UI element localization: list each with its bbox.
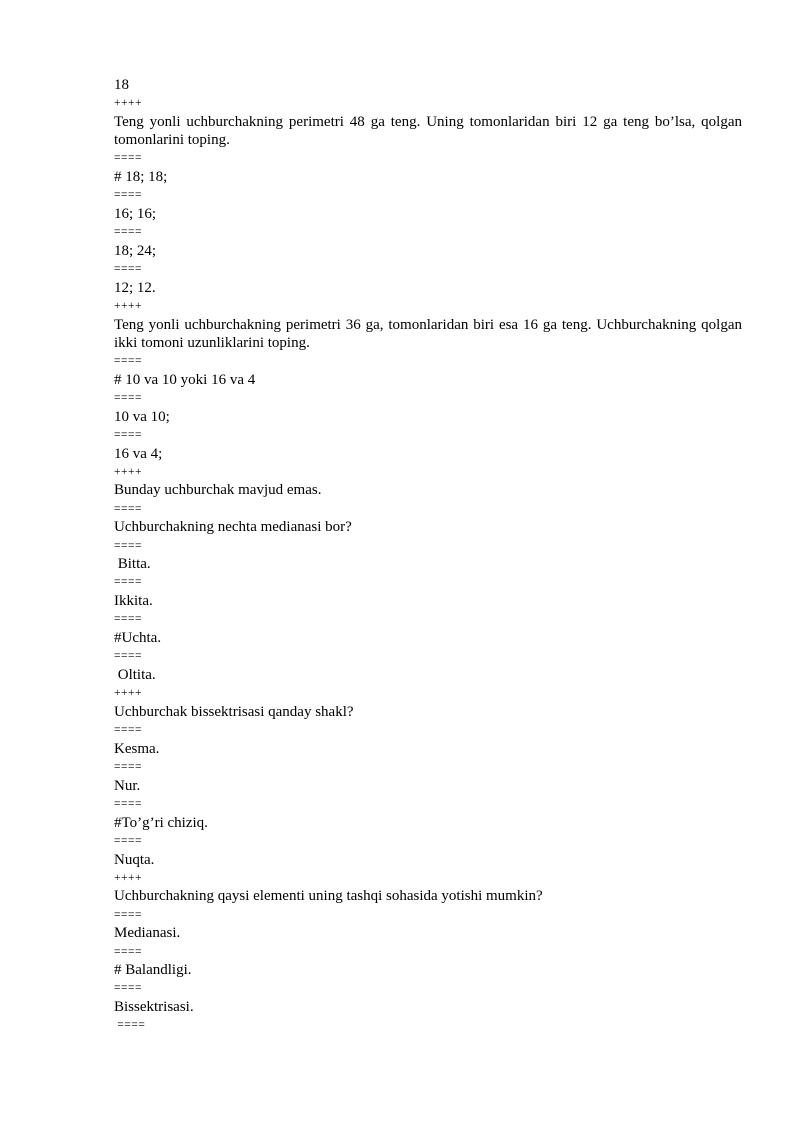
option-separator: ==== [114,761,142,774]
option-separator: ==== [114,908,142,921]
option-separator: ==== [114,945,142,958]
option-separator: ==== [114,502,142,515]
document-line: 12; 12. [114,279,156,296]
option-separator: ==== [114,1019,146,1032]
document-line: # Balandligi. [114,962,192,979]
option-separator: ==== [114,576,142,589]
document-line: Bissektrisasi. [114,999,194,1016]
option-separator: ==== [114,263,142,276]
document-line: Oltita. [114,667,156,683]
option-separator: ==== [114,391,142,404]
document-line: #To’g’ri chiziq. [114,814,208,831]
option-separator: ==== [114,834,142,847]
document-line: Medianasi. [114,925,181,942]
question-separator: ++++ [114,687,142,700]
document-line: 18 [114,77,129,93]
question-separator: ++++ [114,97,142,110]
option-separator: ==== [114,650,142,663]
option-separator: ==== [114,355,142,368]
document-line: 16 va 4; [114,445,163,462]
question-separator: ++++ [114,871,142,884]
document-line: # 10 va 10 yoki 16 va 4 [114,371,256,388]
document-line: Nuqta. [114,851,155,868]
option-separator: ==== [114,613,142,626]
document-line: 10 va 10; [114,408,170,425]
option-separator: ==== [114,982,142,995]
option-separator: ==== [114,539,142,552]
option-separator: ==== [114,724,142,737]
document-line: Uchburchak bissektrisasi qanday shakl? [114,703,354,720]
document-line: #Uchta. [114,630,162,647]
document-line: Bunday uchburchak mavjud emas. [114,482,322,499]
option-separator: ==== [114,428,142,441]
option-separator: ==== [114,797,142,810]
option-separator: ==== [114,189,142,202]
document-line: Nur. [114,777,141,794]
option-separator: ==== [114,152,142,165]
document-line: Ikkita. [114,593,153,610]
document-line: Uchburchakning nechta medianasi bor? [114,519,352,536]
question-separator: ++++ [114,299,142,312]
document-line: 18; 24; [114,242,157,259]
document-page [114,76,746,1035]
document-line: Kesma. [114,740,160,757]
document-line: 16; 16; [114,205,157,222]
document-line: Teng yonli uchburchakning perimetri 36 ga, tomonlaridan biri esa 16 ga teng. Uchburchakning qolgan ikki tomoni uzunliklarini toping. [114,316,746,351]
document-line: Uchburchakning qaysi elementi uning tashqi sohasida yotishi mumkin? [114,888,543,905]
document-line: Teng yonli uchburchakning perimetri 48 ga teng. Uning tomonlaridan biri 12 ga teng bo’lsa, qolgan tomonlarini toping. [114,113,746,149]
question-separator: ++++ [114,465,142,478]
document-line: Bitta. [114,556,151,573]
document-line: # 18; 18; [114,169,168,186]
option-separator: ==== [114,226,142,239]
